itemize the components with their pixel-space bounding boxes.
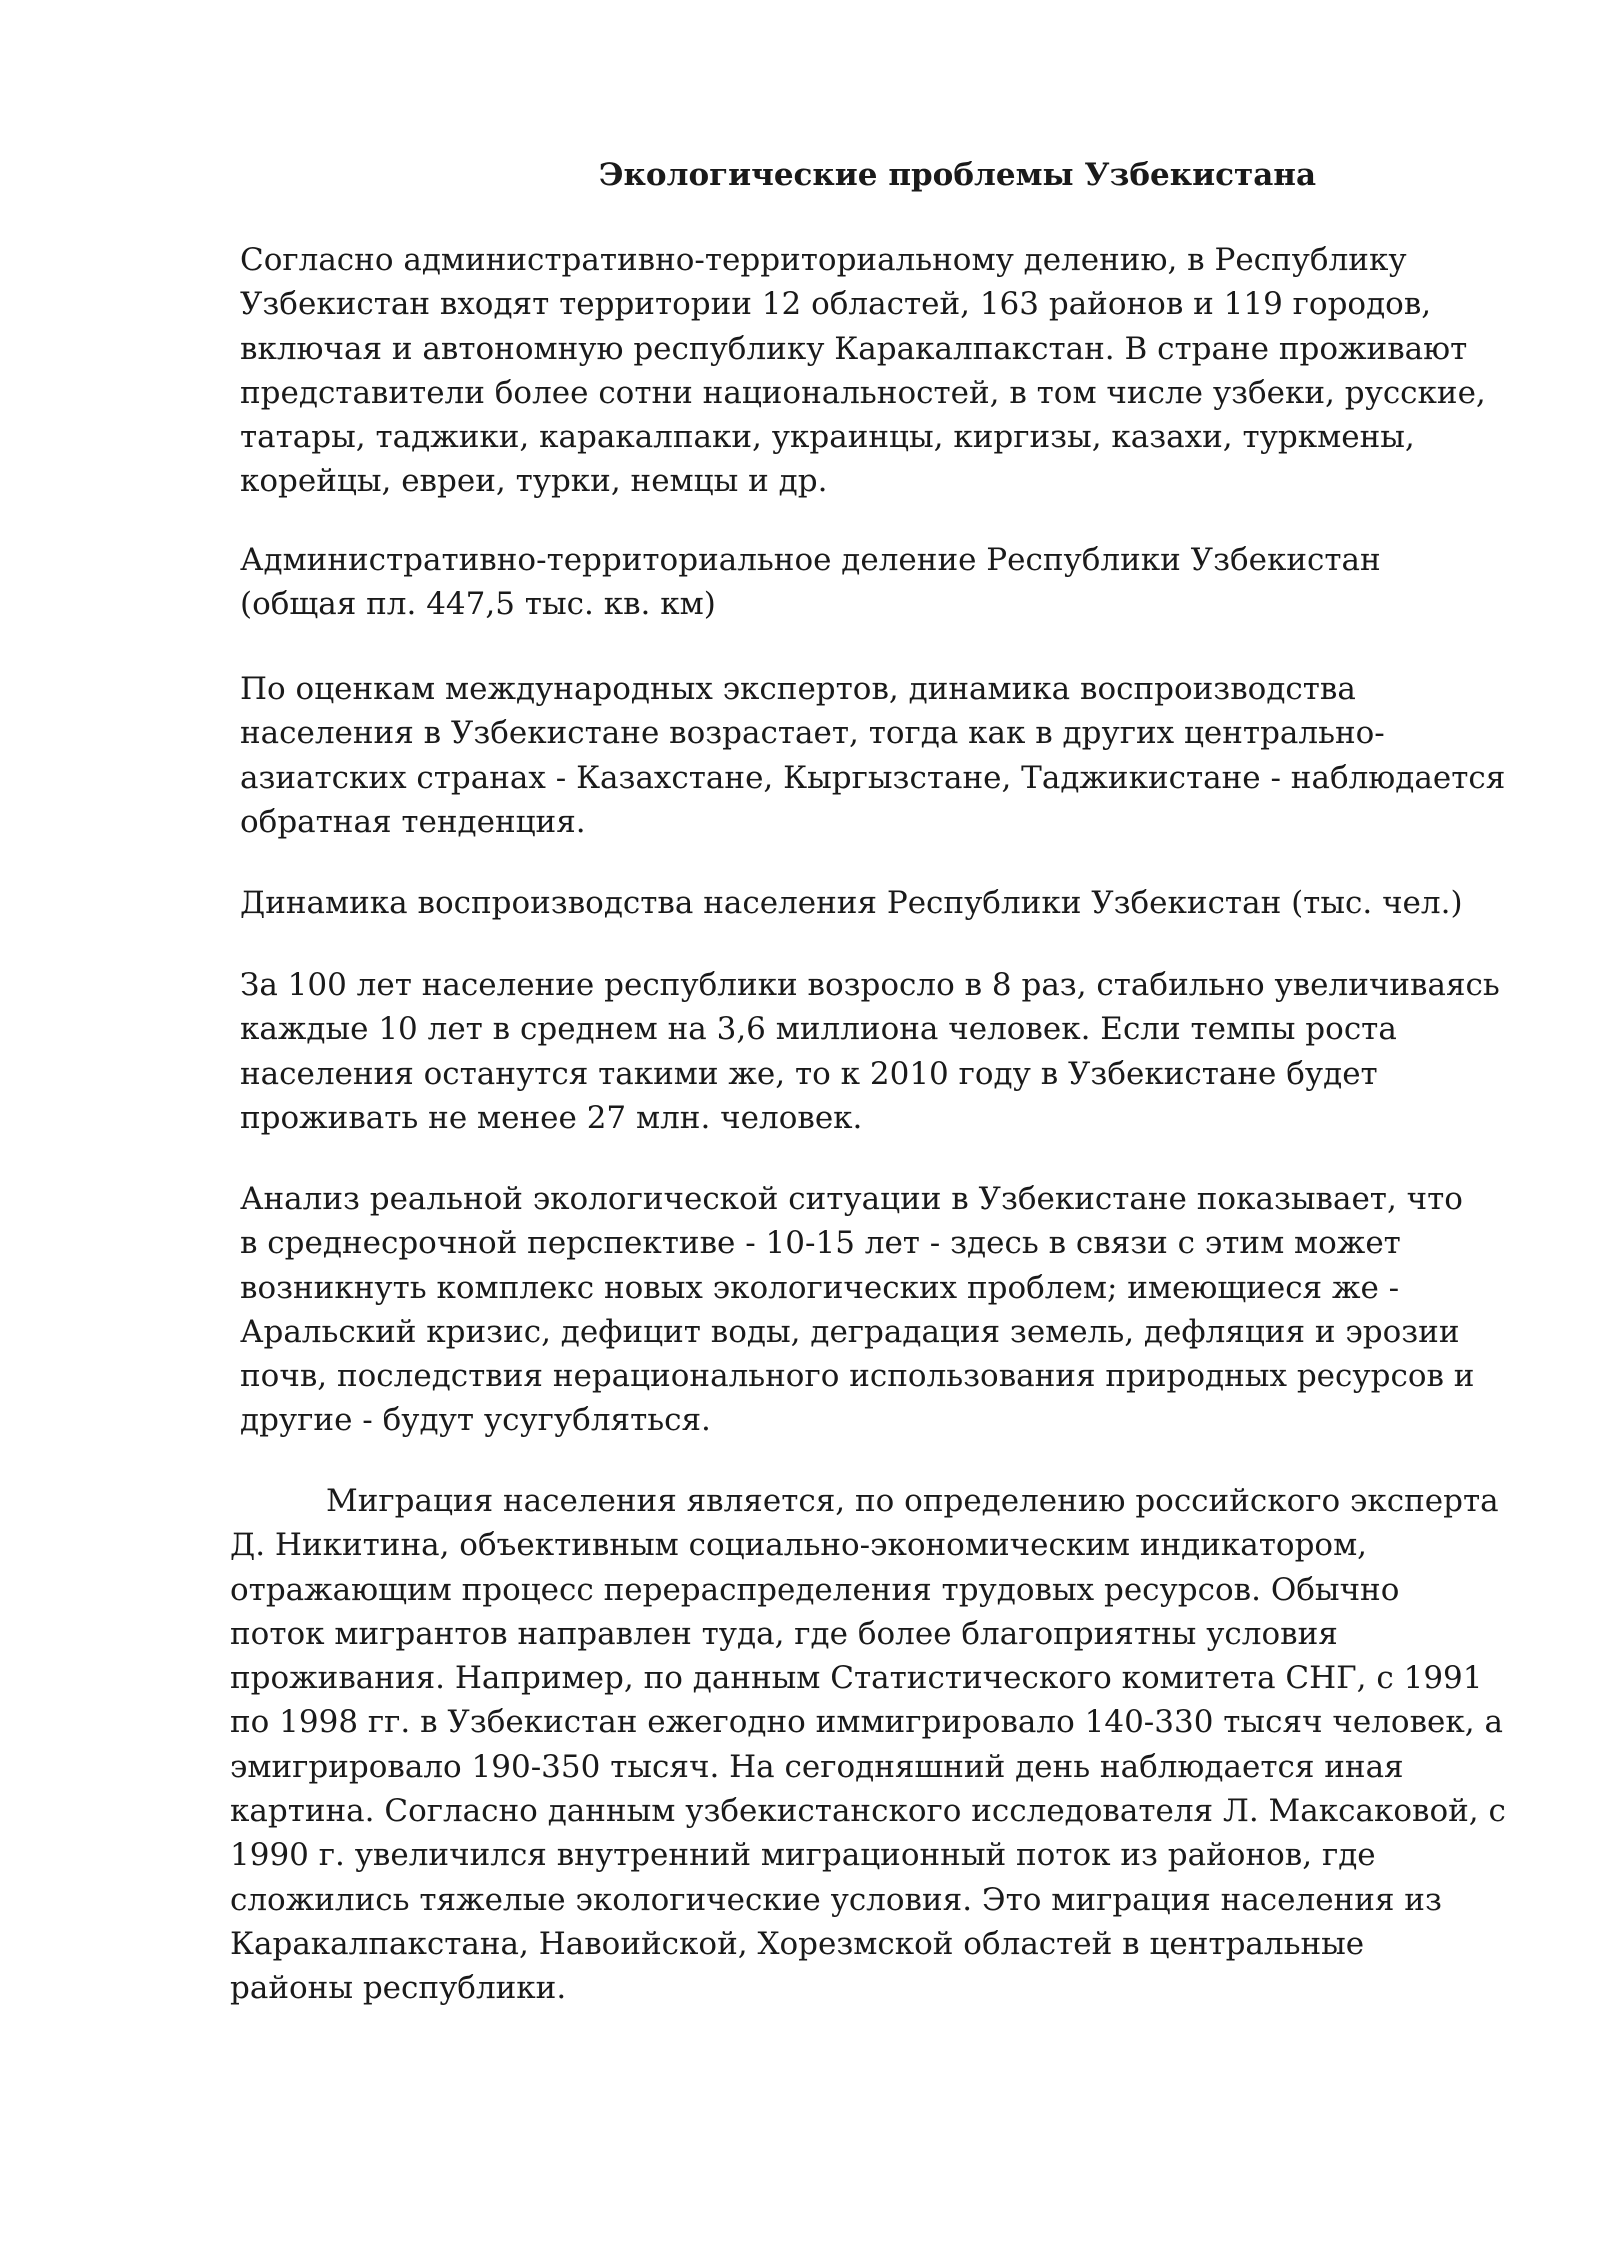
text-line: 1990 г. увеличился внутренний миграционный поток из районов, где (230, 1837, 1376, 1874)
text-line: За 100 лет население республики возросло в 8 раз, стабильно увеличиваясь (240, 967, 1500, 1003)
text-line: по 1998 гг. в Узбекистан ежегодно иммигрировало 140-330 тысяч человек, а (230, 1704, 1503, 1741)
paragraph-administrative-division (240, 238, 1510, 504)
text-line: отражающим процесс перераспределения трудовых ресурсов. Обычно (230, 1571, 1400, 1608)
text-line: каждые 10 лет в среднем на 3,6 миллиона человек. Если темпы роста (240, 1011, 1397, 1048)
text-line: другие - будут усугубляться. (240, 1402, 711, 1439)
text-line: населения в Узбекистане возрастает, тогда как в других центрально- (240, 715, 1385, 752)
text-line: Динамика воспроизводства населения Республики Узбекистан (тыс. чел.) (240, 885, 1463, 921)
text-line: районы республики. (230, 1970, 567, 2007)
text-line: Д. Никитина, объективным социально-экономическим индикатором, (230, 1527, 1368, 1564)
document-title: Экологические проблемы Узбекистана (598, 157, 1317, 193)
text-line: татары, таджики, каракалпаки, украинцы, киргизы, казахи, туркмены, (240, 419, 1415, 456)
paragraph-dynamics-caption (240, 881, 1510, 925)
text-line: населения останутся такими же, то к 2010 году в Узбекистане будет (240, 1055, 1378, 1092)
text-line: картина. Согласно данным узбекистанского исследователя Л. Максаковой, с (230, 1793, 1506, 1830)
paragraph-area-caption (240, 538, 1510, 627)
text-line: обратная тенденция. (240, 803, 586, 840)
text-line: проживания. Например, по данным Статистического комитета СНГ, с 1991 (230, 1660, 1483, 1697)
text-line: Узбекистан входят территории 12 областей, 163 районов и 119 городов, (240, 286, 1432, 323)
text-line: корейцы, евреи, турки, немцы и др. (240, 463, 828, 500)
paragraph-population-growth (240, 963, 1510, 1140)
text-line: Административно-территориальное деление Республики Узбекистан (240, 542, 1381, 578)
paragraph-migration (230, 1479, 1506, 2011)
text-line: Каракалпакстана, Навоийской, Хорезмской областей в центральные (230, 1925, 1365, 1962)
text-line: По оценкам международных экспертов, динамика воспроизводства (240, 671, 1356, 707)
text-line: возникнуть комплекс новых экологических проблем; имеющиеся же - (240, 1269, 1400, 1306)
text-line: представители более сотни национальностей, в том числе узбеки, русские, (240, 374, 1486, 411)
text-line: Миграция населения является, по определению российского эксперта (326, 1483, 1499, 1519)
text-line: Аральский кризис, дефицит воды, деградация земель, дефляция и эрозии (240, 1313, 1460, 1350)
text-line: сложились тяжелые экологические условия. Это миграция населения из (230, 1881, 1442, 1918)
text-line: азиатских странах - Казахстане, Кыргызстане, Таджикистане - наблюдается (240, 759, 1506, 796)
text-line: включая и автономную республику Каракалпакстан. В стране проживают (240, 330, 1468, 367)
text-line: почв, последствия нерационального использования природных ресурсов и (240, 1358, 1475, 1395)
text-line: Согласно административно-территориальному делению, в Республику (240, 242, 1407, 278)
text-line: проживать не менее 27 млн. человек. (240, 1099, 863, 1136)
paragraph-ecological-analysis (240, 1177, 1510, 1443)
text-line: Анализ реальной экологической ситуации в Узбекистане показывает, что (240, 1181, 1463, 1217)
text-line: в среднесрочной перспективе - 10-15 лет - здесь в связи с этим может (240, 1225, 1401, 1262)
paragraph-population-dynamics (240, 667, 1510, 844)
text-line: поток мигрантов направлен туда, где более благоприятны условия (230, 1615, 1338, 1652)
text-line: эмигрировало 190-350 тысяч. На сегодняшний день наблюдается иная (230, 1748, 1404, 1785)
text-line: (общая пл. 447,5 тыс. кв. км) (240, 586, 716, 623)
